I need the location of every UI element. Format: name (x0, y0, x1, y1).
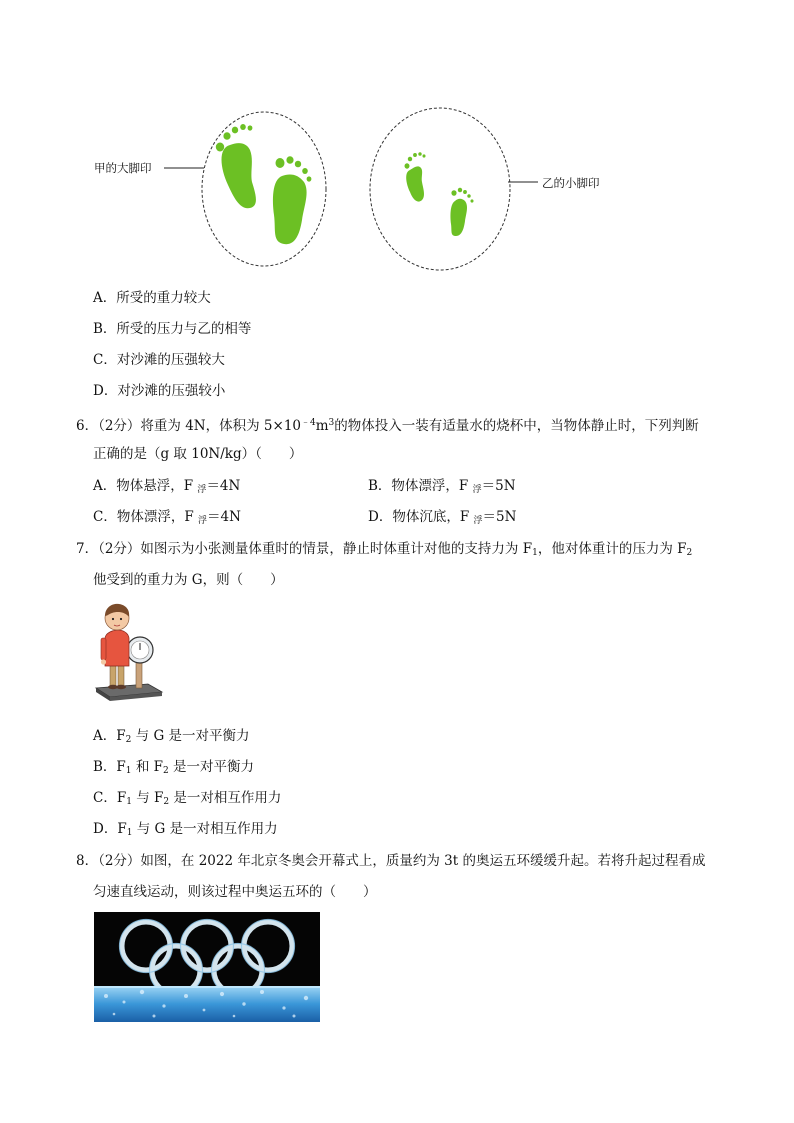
left-dashed-circle (202, 112, 326, 266)
person-on-scale-svg (92, 600, 168, 704)
right-dashed-circle (370, 108, 510, 270)
q6-option-d: D．物体沉底，F $_浮$＝5N (368, 509, 517, 526)
label-small-footprint: 乙的小脚印 (542, 176, 600, 190)
q6-option-b: B．物体漂浮，F $_浮$＝5N (368, 478, 516, 495)
q7-option-d: D．$F_1$ 与 G 是一对相互作用力 (93, 821, 278, 838)
small-footprint-2 (450, 188, 473, 236)
q7-option-b: B．$F_1$ 和 $F_2$ 是一对平衡力 (93, 759, 255, 776)
olympic-rings-photo (94, 912, 320, 1022)
big-footprint-2 (273, 156, 311, 244)
q5-option-c: C．对沙滩的压强较大 (93, 352, 225, 368)
q5-option-b: B．所受的压力与乙的相等 (93, 321, 252, 337)
q7-option-c: C．$F_1$ 与 $F_2$ 是一对相互作用力 (93, 790, 282, 807)
small-footprint-1 (405, 152, 426, 201)
q7-option-a: A．$F_2$ 与 G 是一对平衡力 (93, 728, 250, 745)
q8-stem-line1: 8．（2分）如图，在 2022 年北京冬奥会开幕式上，质量约为 3t 的奥运五环缓缓升起。若将升起过程看成 (76, 853, 706, 869)
footprints-figure (90, 100, 630, 275)
q6-option-a: A．物体悬浮，F $_浮$＝4N (93, 478, 241, 495)
q7-stem-line1: 7．（2分）如图示为小张测量体重时的情景，静止时体重计对他的支持力为 $F_1$，他对体重计的压力为 $F_2$ (76, 541, 693, 558)
olympic-rings-svg (94, 912, 320, 1022)
q6-stem-line1: 6．（2分）将重为 4N，体积为 $5\times 10^{﹣4}m^3$的物体投入一装有适量水的烧杯中，当物体静止时，下列判断 (76, 418, 699, 434)
q5-option-d: D．对沙滩的压强较小 (93, 383, 226, 399)
person-on-scale-figure (92, 600, 168, 704)
q7-stem-line2: 他受到的重力为 G，则（ ） (93, 572, 284, 588)
big-footprint-1 (216, 124, 256, 208)
q8-stem-line2: 匀速直线运动，则该过程中奥运五环的（ ） (93, 884, 377, 900)
q5-option-a: A．所受的重力较大 (93, 290, 211, 306)
label-big-footprint: 甲的大脚印 (94, 161, 152, 175)
q6-option-c: C．物体漂浮，F $_浮$＝4N (93, 509, 241, 526)
q6-stem-line2: 正确的是（g 取 10N/kg）（ ） (93, 446, 303, 462)
